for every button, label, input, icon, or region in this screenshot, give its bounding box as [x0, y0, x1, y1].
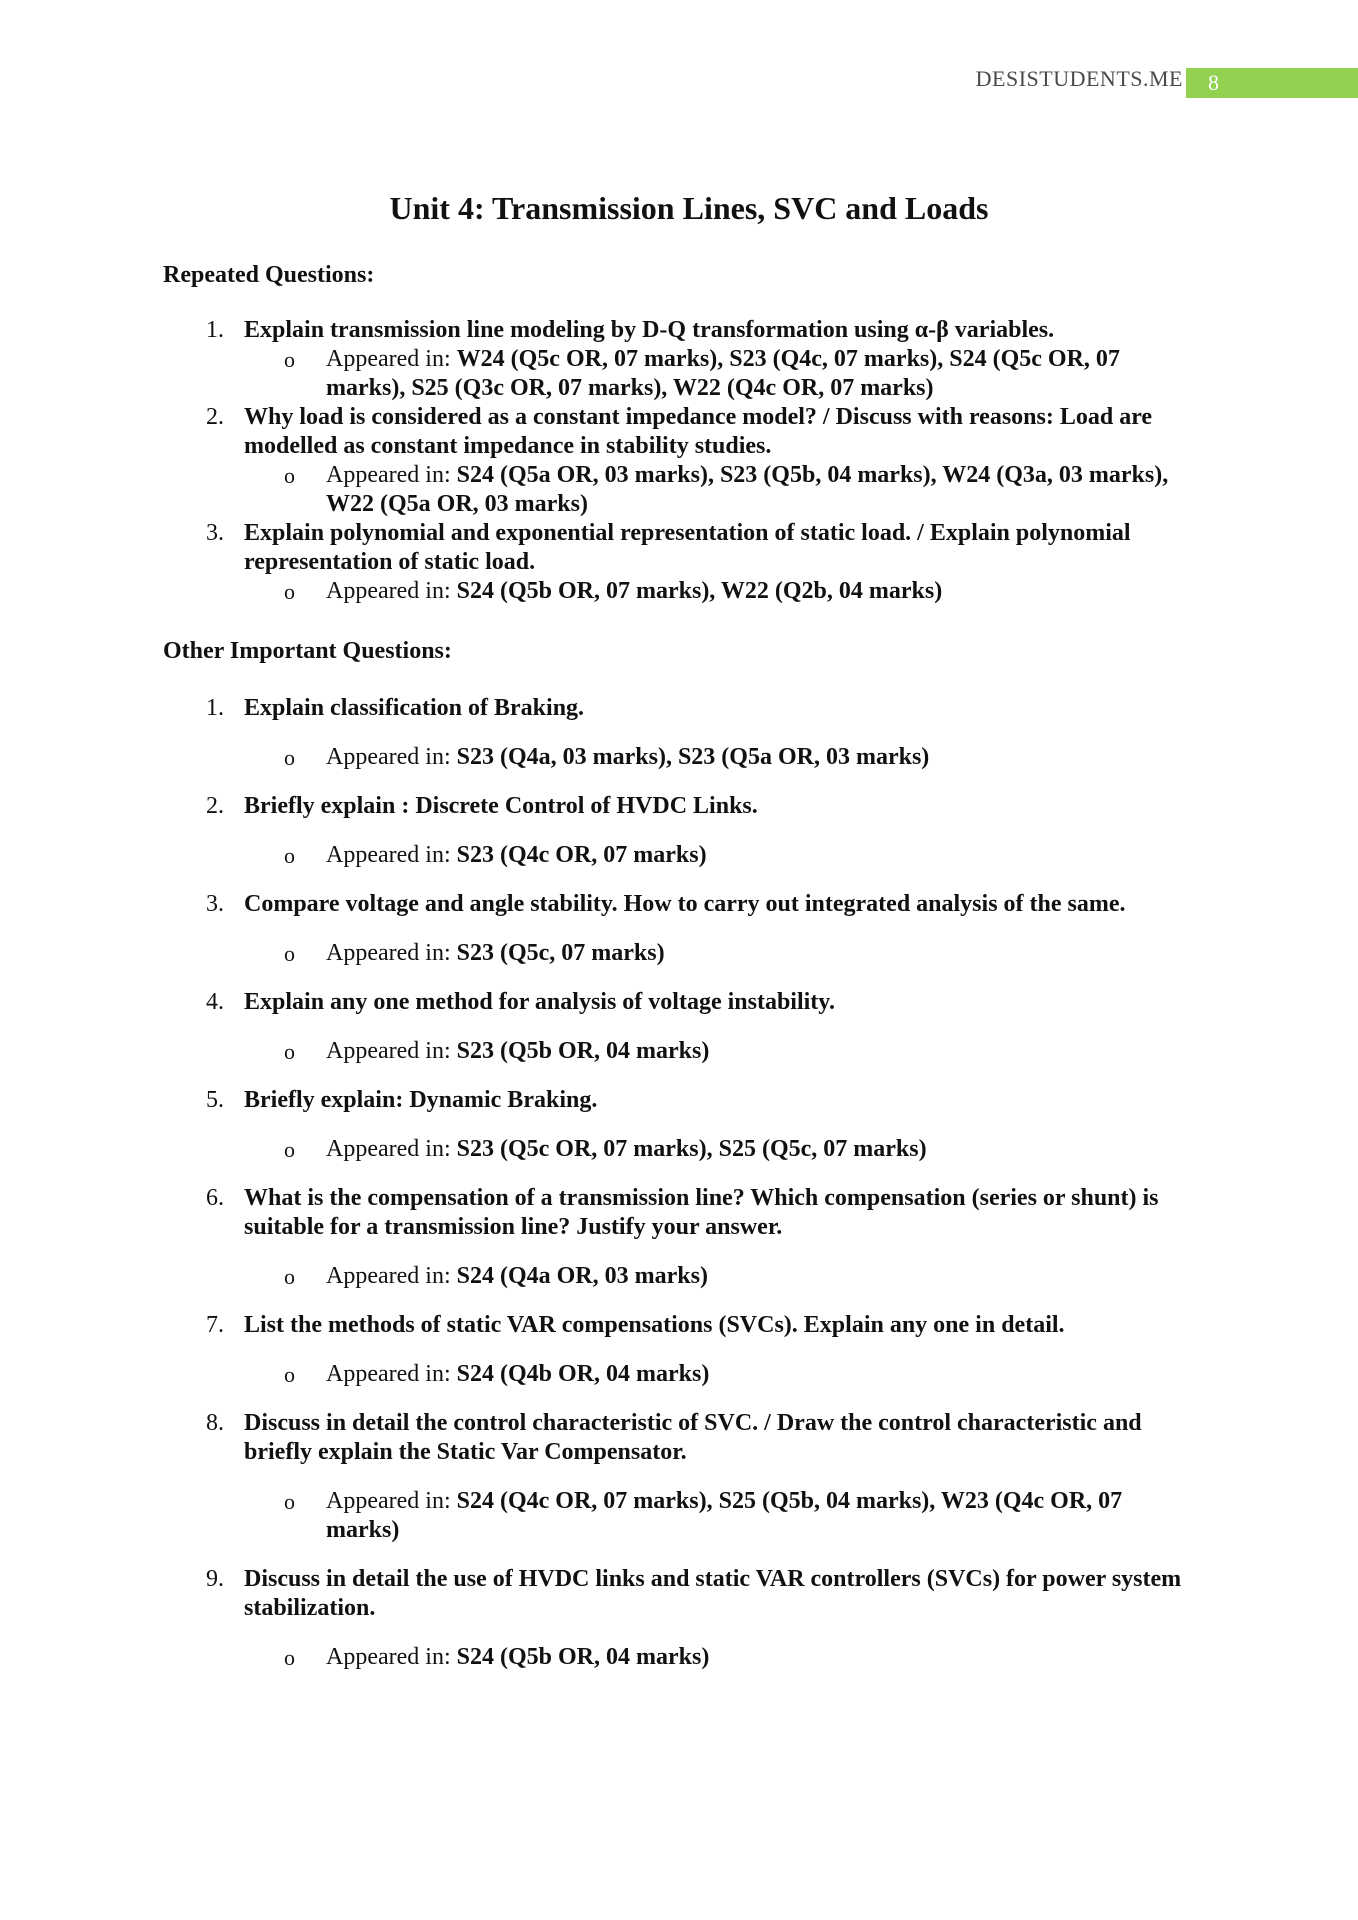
- appeared-in-row: [284, 1262, 1186, 1291]
- item-number: 8.: [206, 1410, 224, 1436]
- appeared-in-label: Appeared in:: [326, 1038, 451, 1064]
- item-number: 2.: [206, 404, 224, 430]
- item-number: 4.: [206, 989, 224, 1015]
- list-item: [0, 694, 1358, 772]
- exam-references: S23 (Q4a, 03 marks), S23 (Q5a OR, 03 marks): [456, 744, 930, 770]
- appeared-in-row: [284, 1643, 1186, 1672]
- question-text: Briefly explain: Dynamic Braking.: [244, 1087, 598, 1113]
- exam-references: S23 (Q4c OR, 07 marks): [456, 842, 707, 868]
- appeared-in-row: [284, 345, 1186, 403]
- exam-references: W24 (Q5c OR, 07 marks), S23 (Q4c, 07 marks), S24 (Q5c OR, 07 marks), S25 (Q3c OR, 07 marks), W22 (Q4c OR, 07 marks): [326, 346, 1120, 401]
- appeared-in-label: Appeared in:: [326, 842, 451, 868]
- appeared-in-row: [284, 461, 1186, 519]
- item-number: 5.: [206, 1087, 224, 1113]
- appeared-in-label: Appeared in:: [326, 1263, 451, 1289]
- exam-references: S24 (Q5b OR, 04 marks): [456, 1644, 710, 1670]
- circle-bullet-icon: o: [284, 579, 295, 604]
- list-item: [0, 403, 1358, 519]
- circle-bullet-icon: o: [284, 1489, 295, 1514]
- page-number-badge: 8: [1186, 68, 1358, 98]
- question-text: Explain any one method for analysis of voltage instability.: [244, 989, 835, 1015]
- appeared-in-row: [284, 1135, 1186, 1164]
- circle-bullet-icon: o: [284, 843, 295, 868]
- list-item: [0, 890, 1358, 968]
- item-number: 3.: [206, 520, 224, 546]
- circle-bullet-icon: o: [284, 1645, 295, 1670]
- circle-bullet-icon: o: [284, 1362, 295, 1387]
- question-text: Compare voltage and angle stability. How to carry out integrated analysis of the same.: [244, 891, 1126, 917]
- list-item: [0, 1311, 1358, 1389]
- question-text: Briefly explain : Discrete Control of HVDC Links.: [244, 793, 758, 819]
- question-text: Why load is considered as a constant impedance model? / Discuss with reasons: Load are modelled as constant impedance in stability studies.: [244, 404, 1153, 459]
- list-item: [0, 988, 1358, 1066]
- repeated-questions-heading: Repeated Questions:: [163, 262, 375, 288]
- list-item: [0, 792, 1358, 870]
- circle-bullet-icon: o: [284, 463, 295, 488]
- appeared-in-label: Appeared in:: [326, 462, 451, 488]
- appeared-in-label: Appeared in:: [326, 744, 451, 770]
- list-item: [0, 1565, 1358, 1672]
- circle-bullet-icon: o: [284, 745, 295, 770]
- exam-references: S24 (Q5a OR, 03 marks), S23 (Q5b, 04 marks), W24 (Q3a, 03 marks), W22 (Q5a OR, 03 marks): [326, 462, 1169, 517]
- question-text: Discuss in detail the use of HVDC links and static VAR controllers (SVCs) for power system stabilization.: [244, 1566, 1182, 1621]
- item-number: 3.: [206, 891, 224, 917]
- page-title: Unit 4: Transmission Lines, SVC and Loads: [389, 190, 989, 226]
- item-number: 9.: [206, 1566, 224, 1592]
- appeared-in-label: Appeared in:: [326, 1361, 451, 1387]
- question-text: Explain classification of Braking.: [244, 695, 585, 721]
- appeared-in-label: Appeared in:: [326, 1136, 451, 1162]
- repeated-questions-list: [0, 316, 1358, 606]
- question-text: Discuss in detail the control characteristic of SVC. / Draw the control characteristic and briefly explain the Static Var Compensator.: [244, 1410, 1142, 1465]
- item-number: 1.: [206, 695, 224, 721]
- appeared-in-row: [284, 1360, 1186, 1389]
- exam-references: S24 (Q5b OR, 07 marks), W22 (Q2b, 04 marks): [456, 578, 943, 604]
- circle-bullet-icon: o: [284, 347, 295, 372]
- question-text: List the methods of static VAR compensations (SVCs). Explain any one in detail.: [244, 1312, 1065, 1338]
- exam-references: S23 (Q5c, 07 marks): [456, 940, 665, 966]
- appeared-in-label: Appeared in:: [326, 346, 451, 372]
- exam-references: S23 (Q5b OR, 04 marks): [456, 1038, 710, 1064]
- item-number: 2.: [206, 793, 224, 819]
- appeared-in-row: [284, 1037, 1186, 1066]
- appeared-in-row: [284, 939, 1186, 968]
- list-item: [0, 316, 1358, 403]
- site-name: DESISTUDENTS.ME: [975, 66, 1183, 91]
- appeared-in-label: Appeared in:: [326, 578, 451, 604]
- list-item: [0, 1409, 1358, 1545]
- exam-references: S23 (Q5c OR, 07 marks), S25 (Q5c, 07 marks): [456, 1136, 927, 1162]
- circle-bullet-icon: o: [284, 1137, 295, 1162]
- list-item: [0, 1184, 1358, 1291]
- item-number: 7.: [206, 1312, 224, 1338]
- appeared-in-row: [284, 577, 1186, 606]
- exam-references: S24 (Q4c OR, 07 marks), S25 (Q5b, 04 marks), W23 (Q4c OR, 07 marks): [326, 1488, 1123, 1543]
- exam-references: S24 (Q4b OR, 04 marks): [456, 1361, 710, 1387]
- item-number: 1.: [206, 317, 224, 343]
- other-questions-heading: Other Important Questions:: [163, 638, 452, 664]
- appeared-in-row: [284, 841, 1186, 870]
- other-questions-list: [0, 694, 1358, 1692]
- exam-references: S24 (Q4a OR, 03 marks): [456, 1263, 708, 1289]
- list-item: [0, 519, 1358, 606]
- appeared-in-label: Appeared in:: [326, 1644, 451, 1670]
- circle-bullet-icon: o: [284, 1264, 295, 1289]
- question-text: What is the compensation of a transmission line? Which compensation (series or shunt) is suitable for a transmission line? Justify your answer.: [244, 1185, 1159, 1240]
- appeared-in-row: [284, 1487, 1186, 1545]
- list-item: [0, 1086, 1358, 1164]
- item-number: 6.: [206, 1185, 224, 1211]
- appeared-in-label: Appeared in:: [326, 1488, 451, 1514]
- question-text: Explain polynomial and exponential representation of static load. / Explain polynomial representation of static load.: [244, 520, 1131, 575]
- appeared-in-row: [284, 743, 1186, 772]
- circle-bullet-icon: o: [284, 1039, 295, 1064]
- question-text: Explain transmission line modeling by D-Q transformation using α-β variables.: [244, 317, 1055, 343]
- appeared-in-label: Appeared in:: [326, 940, 451, 966]
- circle-bullet-icon: o: [284, 941, 295, 966]
